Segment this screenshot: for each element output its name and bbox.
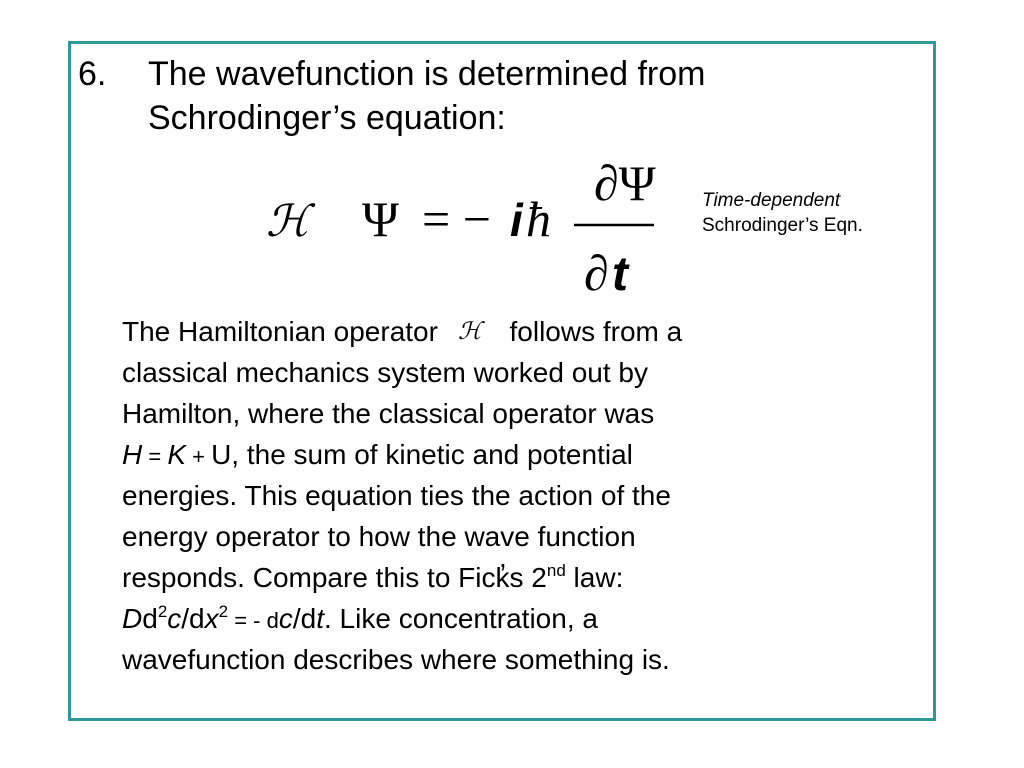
body-line-2: classical mechanics system worked out by <box>122 357 648 388</box>
body-line-1-end: follows from a <box>509 316 683 347</box>
body-line-4 <box>122 434 812 475</box>
symbol-D: D <box>122 603 143 634</box>
note-line-2: Schrodinger’s Eqn. <box>702 215 863 236</box>
body-line-9: wavefunction describes where something is. <box>122 644 670 675</box>
symbol-H: H <box>122 439 143 470</box>
hamiltonian-operator-symbol: ℋ <box>266 196 310 247</box>
body-line-5: energies. This equation ties the action of the <box>122 480 671 511</box>
h-bar: ħ <box>526 191 551 247</box>
fraction-denominator-partial: ∂ <box>584 245 609 300</box>
item-number: 6. <box>78 55 107 93</box>
body-paragraph <box>122 311 812 680</box>
symbol-K: K <box>167 439 186 470</box>
equation-note <box>702 188 863 238</box>
body-line-7-start: responds. Compare this to Fick <box>122 562 510 593</box>
exponent-2: 2 <box>218 601 229 621</box>
slash-d: /d <box>181 603 205 634</box>
plus-sign: + <box>186 444 212 469</box>
body-line-1-start: The Hamiltonian operator <box>122 316 438 347</box>
schrodinger-equation <box>262 150 672 300</box>
exponent-1: 2 <box>157 601 168 621</box>
symbol-x: x <box>204 603 219 634</box>
equals-sign: = <box>142 444 168 469</box>
heading-line-2: Schrodinger’s equation: <box>148 99 506 137</box>
body-line-1 <box>122 311 812 352</box>
psi-symbol: Ψ <box>362 191 399 247</box>
body-line-7-end: law: <box>565 562 624 593</box>
body-line-8 <box>122 598 812 639</box>
symbol-c-2: c <box>278 603 293 634</box>
note-line-1: Time-dependent <box>702 190 841 211</box>
fraction-numerator: ∂Ψ <box>594 155 656 211</box>
equals-minus: = − <box>422 191 491 247</box>
imaginary-unit: i <box>510 194 523 246</box>
inline-hamiltonian-symbol <box>446 315 502 345</box>
symbol-t: t <box>316 603 324 634</box>
symbol-c: c <box>167 603 182 634</box>
fraction-denominator-t: t <box>612 248 628 300</box>
symbol-d: d <box>142 603 158 634</box>
body-line-6: energy operator to how the wave function <box>122 521 636 552</box>
inline-hamiltonian-glyph: ℋ <box>457 317 482 345</box>
body-line-3: Hamilton, where the classical operator was <box>122 398 655 429</box>
equals-minus-d: = - d <box>228 608 279 633</box>
body-line-7 <box>122 557 812 598</box>
body-line-8-rest: . Like concentration, a <box>324 603 598 634</box>
body-line-7-mid: s 2 <box>509 562 547 593</box>
ordinal-suffix: nd <box>546 560 566 580</box>
body-line-4-rest: U, the sum of kinetic and potential <box>211 439 633 470</box>
slash-d-2: /d <box>292 603 317 634</box>
heading-line-1: The wavefunction is determined from <box>148 55 706 93</box>
heading-text <box>148 52 838 140</box>
